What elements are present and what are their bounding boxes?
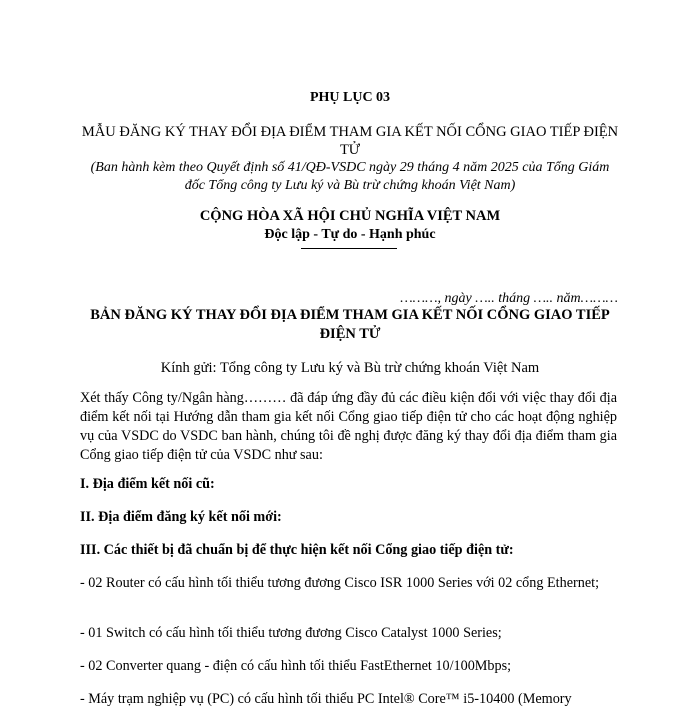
section-equipment: III. Các thiết bị đã chuẩn bị để thực hiện kết nối Cổng giao tiếp điện tử:: [80, 542, 514, 558]
form-subtitle: (Ban hành kèm theo Quyết định số 41/QĐ-VSDC ngày 29 tháng 4 năm 2025 của Tổng Giám đốc Tổng công ty Lưu ký và Bù trừ chứng khoán Việt Nam): [90, 160, 610, 193]
section-new-location: II. Địa điểm đăng ký kết nối mới:: [80, 509, 282, 525]
recipient-line: Kính gửi: Tổng công ty Lưu ký và Bù trừ chứng khoán Việt Nam: [160, 360, 540, 376]
document-title: BẢN ĐĂNG KÝ THAY ĐỔI ĐỊA ĐIỂM THAM GIA KẾT NỐI CỔNG GIAO TIẾP ĐIỆN TỬ: [90, 307, 610, 342]
motto-underline: [301, 248, 397, 249]
section-old-location: I. Địa điểm kết nối cũ:: [80, 476, 215, 492]
equipment-item-converter: - 02 Converter quang - điện có cấu hình tối thiểu FastEthernet 10/100Mbps;: [80, 658, 512, 674]
intro-paragraph: Xét thấy Công ty/Ngân hàng……… đã đáp ứng đầy đủ các điều kiện đổi với việc thay đổi địa điểm kết nối tại Hướng dẫn tham gia kết nối Cổng giao tiếp điện tử cho các hoạt động nghiệp vụ của VSDC do VSDC ban hành, chúng tôi đề nghị được đăng ký thay đổi địa điểm tham gia Cổng giao tiếp điện tử của VSDC như sau:: [80, 390, 617, 463]
equipment-item-workstation: - Máy trạm nghiệp vụ (PC) có cấu hình tối thiểu PC Intel® Core™ i5-10400 (Memory: [80, 691, 572, 707]
equipment-item-router: - 02 Router có cấu hình tối thiểu tương đương Cisco ISR 1000 Series với 02 cổng Ethernet;: [80, 575, 600, 591]
nation-heading: CỘNG HÒA XÃ HỘI CHỦ NGHĨA VIỆT NAM: [199, 208, 501, 224]
date-line: ………, ngày ….. tháng ….. năm………: [400, 291, 618, 306]
appendix-label: PHỤ LỤC 03: [309, 90, 391, 105]
form-title: MẪU ĐĂNG KÝ THAY ĐỔI ĐỊA ĐIỂM THAM GIA KẾT NỐI CỔNG GIAO TIẾP ĐIỆN TỬ: [81, 124, 619, 158]
motto: Độc lập - Tự do - Hạnh phúc: [264, 227, 436, 242]
equipment-item-switch: - 01 Switch có cấu hình tối thiểu tương đương Cisco Catalyst 1000 Series;: [80, 625, 502, 641]
